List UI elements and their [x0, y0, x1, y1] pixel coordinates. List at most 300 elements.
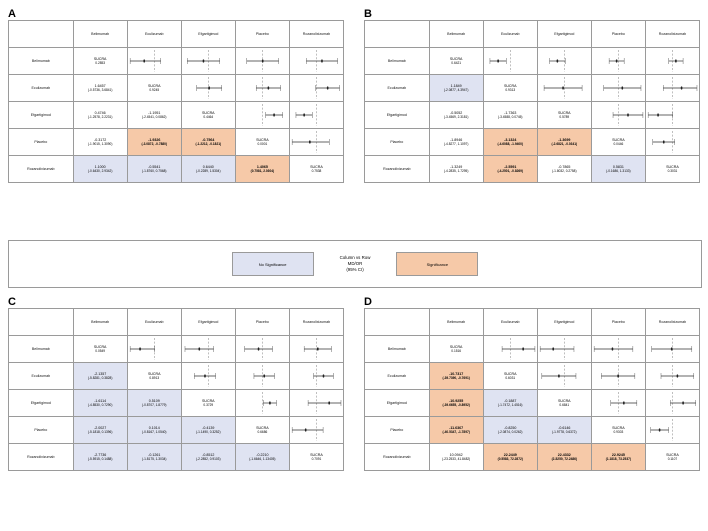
- effect-estimate-value: 1.4065: [256, 164, 268, 169]
- effect-estimate-cell: [127, 156, 181, 183]
- effect-estimate-cell: [73, 156, 127, 183]
- sucra-label: SUCRA: [147, 83, 161, 88]
- forest-plot-cell: [289, 48, 343, 75]
- effect-estimate-value: -0.5052: [450, 110, 463, 115]
- effect-estimate-cell: [429, 75, 483, 102]
- effect-estimate-value: 0.6440: [202, 164, 214, 169]
- confidence-interval: (-1.8175, 1.3034): [142, 457, 167, 462]
- row-header: Efgartigimod: [365, 102, 430, 129]
- effect-estimate-value: -1.6114: [94, 398, 107, 403]
- row-header: Eculizumab: [365, 75, 430, 102]
- confidence-interval: (-4.8277, 1.1097): [443, 142, 469, 147]
- effect-estimate-value: -1.9326: [148, 137, 161, 142]
- sucra-cell: [73, 48, 127, 75]
- legend-caption-line1: Column vs Row: [339, 255, 371, 261]
- confidence-interval: (-2.6821, -0.0341): [551, 142, 578, 147]
- effect-estimate-cell: [483, 417, 537, 444]
- table-row: [365, 48, 700, 75]
- table-row: [9, 48, 344, 75]
- column-header: Eculizumab: [483, 309, 537, 336]
- effect-estimate-cell: [429, 417, 483, 444]
- effect-estimate-value: -0.8250: [504, 425, 517, 430]
- sucra-label: SUCRA: [256, 425, 269, 430]
- effect-estimate-value: -2.0027: [94, 425, 107, 430]
- effect-estimate-value: -0.2210: [256, 452, 269, 457]
- effect-estimate-value: -0.3172: [94, 137, 107, 142]
- table-row: [365, 336, 700, 363]
- effect-estimate-value: -1.3249: [450, 164, 463, 169]
- row-header: Placebo: [365, 417, 430, 444]
- confidence-interval: (-1.8760, 0.7568): [142, 169, 167, 174]
- panel-label-a: A: [8, 8, 16, 20]
- effect-estimate-value: 0.5109: [148, 398, 160, 403]
- column-header: Rozanolixizumab: [645, 21, 699, 48]
- confidence-interval: (-0.8167, 1.0540): [142, 430, 167, 435]
- forest-plot-cell: [645, 102, 699, 129]
- effect-estimate-cell: [235, 156, 289, 183]
- forest-plot-cell: [235, 363, 289, 390]
- confidence-interval: (-1.8032, 0.2758): [552, 169, 577, 174]
- confidence-interval: (-4.2835, 1.7295): [443, 169, 469, 174]
- sucra-value: 0.2853: [95, 61, 106, 66]
- effect-estimate-value: -10.7317: [449, 371, 464, 376]
- confidence-interval: (-5.8281, 0.3828): [87, 376, 113, 381]
- confidence-interval: (-4.2501, -0.8269): [497, 169, 523, 174]
- table-corner-cell: [9, 21, 74, 48]
- row-header: Belimumab: [365, 48, 430, 75]
- row-header: Efgartigimod: [9, 102, 74, 129]
- effect-estimate-cell: [73, 363, 127, 390]
- league-table-panel-a: [8, 8, 344, 183]
- column-header: Placebo: [591, 309, 645, 336]
- effect-estimate-cell: [181, 129, 235, 156]
- confidence-interval: (-1.6646, 1.13405): [249, 457, 276, 462]
- table-header-row: [365, 309, 700, 336]
- sucra-label: SUCRA: [558, 398, 571, 403]
- row-header: Belimumab: [9, 336, 74, 363]
- sucra-value: 0.9245: [149, 88, 160, 93]
- sucra-cell: [181, 102, 235, 129]
- effect-estimate-cell: [127, 444, 181, 471]
- forest-plot-cell: [235, 75, 289, 102]
- effect-estimate-value: -0.6146: [558, 425, 571, 430]
- table-row: [365, 129, 700, 156]
- effect-estimate-cell: [591, 444, 645, 471]
- row-header: Placebo: [365, 129, 430, 156]
- forest-plot-cell: [483, 48, 537, 75]
- table-header-row: [365, 21, 700, 48]
- forest-plot-cell: [483, 336, 537, 363]
- confidence-interval: (-5.5915, 0.1488): [87, 457, 113, 462]
- confidence-interval: (-3.4569, 2.3181): [443, 115, 469, 120]
- forest-plot-cell: [537, 363, 591, 390]
- column-header: Efgartigimod: [537, 21, 591, 48]
- sucra-label: SUCRA: [93, 344, 107, 349]
- legend-no-significance-label: No Significance: [258, 261, 287, 267]
- sucra-value: 0.1516: [451, 349, 462, 354]
- table-row: [9, 444, 344, 471]
- row-header: Placebo: [9, 417, 74, 444]
- effect-estimate-value: -0.4139: [202, 425, 215, 430]
- forest-plot-cell: [181, 48, 235, 75]
- forest-plot-cell: [645, 48, 699, 75]
- sucra-cell: [645, 444, 699, 471]
- sucra-cell: [429, 48, 483, 75]
- effect-estimate-value: 1.6457: [94, 83, 106, 88]
- effect-estimate-value: 0.5831: [612, 164, 624, 169]
- confidence-interval: (-5.1818, 0.1396): [87, 430, 113, 435]
- sucra-cell: [73, 336, 127, 363]
- forest-plot-cell: [127, 48, 181, 75]
- sucra-value: 0.8913: [149, 376, 160, 381]
- effect-estimate-cell: [483, 102, 537, 129]
- table-row: [365, 363, 700, 390]
- table-header-row: [9, 309, 344, 336]
- effect-estimate-value: -0.8512: [202, 452, 215, 457]
- effect-estimate-value: -2.7736: [94, 452, 107, 457]
- column-header: Belimumab: [429, 309, 483, 336]
- sucra-value: 0.1107: [667, 457, 678, 462]
- confidence-interval: (-1.1490, 0.3252): [196, 430, 221, 435]
- column-header: Placebo: [235, 21, 289, 48]
- forest-plot-cell: [537, 336, 591, 363]
- row-header: Rozanolixizumab: [9, 444, 74, 471]
- table-row: [365, 417, 700, 444]
- effect-estimate-cell: [429, 156, 483, 183]
- forest-plot-cell: [645, 336, 699, 363]
- legend-caption-line2: MD/OR: [347, 261, 363, 267]
- effect-estimate-value: -2.5591: [504, 164, 517, 169]
- effect-estimate-value: -10.9255: [449, 398, 464, 403]
- forest-plot-cell: [591, 390, 645, 417]
- forest-plot-cell: [645, 417, 699, 444]
- column-header: Rozanolixizumab: [645, 309, 699, 336]
- effect-estimate-cell: [483, 444, 537, 471]
- forest-plot-cell: [289, 363, 343, 390]
- table-row: [365, 390, 700, 417]
- effect-estimate-cell: [181, 444, 235, 471]
- forest-plot-cell: [289, 336, 343, 363]
- sucra-cell: [591, 129, 645, 156]
- effect-estimate-cell: [537, 417, 591, 444]
- confidence-interval: (-4.6088, -1.9400): [497, 142, 523, 147]
- legend-significance-swatch: [396, 252, 478, 276]
- column-header: Belimumab: [73, 21, 127, 48]
- effect-estimate-value: -0.1261: [148, 452, 161, 457]
- row-header: Eculizumab: [365, 363, 430, 390]
- confidence-interval: (-23.2533, 41.8482): [442, 457, 471, 462]
- forest-plot-cell: [181, 363, 235, 390]
- sucra-label: SUCRA: [202, 110, 215, 115]
- effect-estimate-cell: [429, 363, 483, 390]
- forest-plot-cell: [537, 75, 591, 102]
- effect-estimate-cell: [537, 156, 591, 183]
- forest-plot-cell: [645, 75, 699, 102]
- confidence-interval: (-39.6655, -0.8952): [442, 403, 470, 408]
- effect-estimate-value: -0.7865: [558, 164, 571, 169]
- table-row: [9, 336, 344, 363]
- confidence-interval: (-2.4541, 0.0862): [142, 115, 167, 120]
- forest-plot-cell: [181, 336, 235, 363]
- sucra-label: SUCRA: [93, 56, 107, 61]
- forest-plot-cell: [591, 363, 645, 390]
- row-header: Eculizumab: [9, 363, 74, 390]
- effect-estimate-value: -0.1887: [504, 398, 517, 403]
- forest-plot-cell: [289, 102, 343, 129]
- legend-significance-label: Significance: [426, 261, 449, 267]
- row-header: Belimumab: [365, 336, 430, 363]
- table-row: [9, 129, 344, 156]
- confidence-interval: (-2.0874, 0.0262): [498, 430, 523, 435]
- effect-estimate-value: -1.1951: [148, 110, 161, 115]
- effect-estimate-cell: [73, 129, 127, 156]
- table-row: [9, 363, 344, 390]
- effect-estimate-value: 0.1014: [148, 425, 160, 430]
- row-header: Belimumab: [9, 48, 74, 75]
- forest-plot-cell: [289, 75, 343, 102]
- league-table-panel-d: [364, 296, 700, 471]
- effect-estimate-cell: [127, 390, 181, 417]
- column-header: Placebo: [591, 21, 645, 48]
- row-header: Efgartigimod: [365, 390, 430, 417]
- panel-label-c: C: [8, 296, 16, 308]
- confidence-interval: (0.5583, 72.2872): [497, 457, 523, 462]
- sucra-label: SUCRA: [256, 137, 269, 142]
- row-header: Rozanolixizumab: [365, 156, 430, 183]
- effect-estimate-value: 1.1000: [94, 164, 106, 169]
- column-header: Eculizumab: [483, 21, 537, 48]
- sucra-value: 0.9313: [505, 88, 516, 93]
- sucra-label: SUCRA: [202, 398, 215, 403]
- sucra-value: 0.0549: [95, 349, 106, 354]
- effect-estimate-value: -11.6367: [449, 425, 464, 430]
- forest-plot-cell: [645, 363, 699, 390]
- table-row: [365, 102, 700, 129]
- table-row: [365, 156, 700, 183]
- league-table-panel-c: [8, 296, 344, 471]
- confidence-interval: (-3.4588, 0.0745): [498, 115, 523, 120]
- league-table: [364, 20, 700, 183]
- sucra-value: 0.0446: [613, 142, 624, 147]
- table-row: [9, 390, 344, 417]
- sucra-value: 0.7091: [311, 457, 322, 462]
- effect-estimate-cell: [235, 444, 289, 471]
- row-header: Eculizumab: [9, 75, 74, 102]
- sucra-label: SUCRA: [503, 83, 517, 88]
- effect-estimate-cell: [483, 129, 537, 156]
- effect-estimate-cell: [127, 417, 181, 444]
- row-header: Rozanolixizumab: [9, 156, 74, 183]
- sucra-label: SUCRA: [612, 425, 625, 430]
- forest-plot-cell: [235, 48, 289, 75]
- sucra-label: SUCRA: [310, 452, 323, 457]
- legend-no-significance-swatch: [232, 252, 314, 276]
- sucra-label: SUCRA: [666, 452, 679, 457]
- sucra-value: 0.6421: [451, 61, 462, 66]
- sucra-value: 0.7538: [311, 169, 322, 174]
- effect-estimate-cell: [591, 156, 645, 183]
- confidence-interval: (-0.1686, 1.3133): [606, 169, 631, 174]
- sucra-cell: [181, 390, 235, 417]
- sucra-cell: [537, 390, 591, 417]
- column-header: Eculizumab: [127, 309, 181, 336]
- league-table-panel-b: [364, 8, 700, 183]
- confidence-interval: (-1.9015, 1.3090): [87, 142, 113, 147]
- legend-center-caption: [340, 255, 371, 273]
- effect-estimate-cell: [127, 102, 181, 129]
- confidence-interval: (-1.7472, 1.4516): [498, 403, 523, 408]
- effect-estimate-cell: [483, 390, 537, 417]
- table-row: [9, 156, 344, 183]
- effect-estimate-cell: [73, 444, 127, 471]
- confidence-interval: (-0.8707, 1.8779): [142, 403, 167, 408]
- sucra-cell: [645, 156, 699, 183]
- confidence-interval: (-2.2852, 0.9103): [196, 457, 221, 462]
- legend: [8, 240, 702, 288]
- sucra-value: 0.4464: [203, 115, 214, 120]
- confidence-interval: (-4.8530, 0.7290): [87, 403, 113, 408]
- effect-estimate-cell: [429, 390, 483, 417]
- column-header: Efgartigimod: [181, 309, 235, 336]
- sucra-cell: [483, 363, 537, 390]
- effect-estimate-value: 22.2449: [503, 452, 517, 457]
- league-table: [364, 308, 700, 471]
- forest-plot-cell: [181, 75, 235, 102]
- column-header: Efgartigimod: [537, 309, 591, 336]
- league-table: [8, 20, 344, 183]
- confidence-interval: (-39.7390, -0.7691): [442, 376, 470, 381]
- confidence-interval: (-40.5347, -1.7897): [442, 430, 470, 435]
- column-header: Belimumab: [73, 309, 127, 336]
- confidence-interval: (-2.0877, 4.3947): [443, 88, 469, 93]
- row-header: Rozanolixizumab: [365, 444, 430, 471]
- sucra-label: SUCRA: [558, 110, 571, 115]
- forest-plot-cell: [235, 336, 289, 363]
- forest-plot-cell: [235, 390, 289, 417]
- sucra-value: 0.6841: [559, 403, 570, 408]
- sucra-value: 0.3031: [667, 169, 678, 174]
- effect-estimate-value: -2.1357: [94, 371, 107, 376]
- effect-estimate-cell: [73, 102, 127, 129]
- confidence-interval: (-0.5736, 3.6841): [87, 88, 113, 93]
- effect-estimate-cell: [181, 417, 235, 444]
- sucra-cell: [127, 75, 181, 102]
- sucra-label: SUCRA: [310, 164, 323, 169]
- sucra-cell: [289, 444, 343, 471]
- panel-label-d: D: [364, 296, 372, 308]
- sucra-cell: [591, 417, 645, 444]
- forest-plot-cell: [591, 48, 645, 75]
- forest-plot-cell: [235, 102, 289, 129]
- sucra-label: SUCRA: [503, 371, 517, 376]
- effect-estimate-value: 22.4332: [557, 452, 571, 457]
- forest-plot-cell: [289, 417, 343, 444]
- forest-plot-cell: [289, 129, 343, 156]
- row-header: Placebo: [9, 129, 74, 156]
- sucra-cell: [127, 363, 181, 390]
- table-corner-cell: [365, 21, 430, 48]
- forest-plot-cell: [127, 336, 181, 363]
- effect-estimate-cell: [537, 129, 591, 156]
- effect-estimate-value: -1.7363: [504, 110, 517, 115]
- effect-estimate-cell: [429, 444, 483, 471]
- confidence-interval: (1.1818, 73.2537): [605, 457, 631, 462]
- sucra-value: 0.9303: [613, 430, 624, 435]
- confidence-interval: (-0.6430, 2.9342): [87, 169, 113, 174]
- effect-estimate-cell: [127, 129, 181, 156]
- sucra-value: 0.5789: [559, 115, 570, 120]
- sucra-cell: [289, 156, 343, 183]
- column-header: Efgartigimod: [181, 21, 235, 48]
- effect-estimate-value: -0.5541: [148, 164, 161, 169]
- table-row: [9, 417, 344, 444]
- table-corner-cell: [365, 309, 430, 336]
- column-header: Placebo: [235, 309, 289, 336]
- confidence-interval: (-1.9778, 0.6372): [552, 430, 577, 435]
- confidence-interval: (0.7581, 2.0304): [250, 169, 275, 174]
- forest-plot-cell: [591, 336, 645, 363]
- sucra-cell: [235, 417, 289, 444]
- sucra-label: SUCRA: [147, 371, 161, 376]
- sucra-label: SUCRA: [449, 344, 463, 349]
- table-row: [365, 75, 700, 102]
- table-corner-cell: [9, 309, 74, 336]
- effect-estimate-cell: [181, 156, 235, 183]
- forest-plot-cell: [591, 75, 645, 102]
- panel-label-b: B: [364, 8, 372, 20]
- sucra-cell: [235, 129, 289, 156]
- sucra-value: 0.6686: [257, 430, 268, 435]
- league-table: [8, 308, 344, 471]
- effect-estimate-value: -3.1324: [504, 137, 517, 142]
- forest-plot-cell: [289, 390, 343, 417]
- table-header-row: [9, 21, 344, 48]
- effect-estimate-cell: [73, 390, 127, 417]
- legend-caption-line3: (95% CI): [346, 266, 364, 272]
- forest-plot-cell: [645, 129, 699, 156]
- sucra-label: SUCRA: [612, 137, 625, 142]
- column-header: Rozanolixizumab: [289, 309, 343, 336]
- effect-estimate-value: -1.8946: [450, 137, 463, 142]
- effect-estimate-value: 22.9245: [611, 452, 625, 457]
- table-row: [9, 102, 344, 129]
- sucra-label: SUCRA: [666, 164, 679, 169]
- sucra-cell: [429, 336, 483, 363]
- sucra-value: 0.3729: [203, 403, 214, 408]
- table-row: [365, 444, 700, 471]
- effect-estimate-value: 1.1849: [450, 83, 462, 88]
- effect-estimate-value: -1.3699: [558, 137, 571, 142]
- forest-plot-cell: [645, 390, 699, 417]
- effect-estimate-value: 0.4746: [94, 110, 106, 115]
- confidence-interval: (-3.0872, -0.7880): [141, 142, 167, 147]
- sucra-cell: [483, 75, 537, 102]
- row-header: Efgartigimod: [9, 390, 74, 417]
- column-header: Eculizumab: [127, 21, 181, 48]
- confidence-interval: (-0.2289, 1.5304): [196, 169, 221, 174]
- confidence-interval: (2-5250, 72.2486): [551, 457, 577, 462]
- forest-plot-cell: [537, 48, 591, 75]
- effect-estimate-cell: [73, 417, 127, 444]
- effect-estimate-cell: [429, 102, 483, 129]
- effect-estimate-cell: [73, 75, 127, 102]
- sucra-cell: [537, 102, 591, 129]
- effect-estimate-value: -0.7564: [202, 137, 215, 142]
- sucra-value: 0.6031: [505, 376, 516, 381]
- effect-estimate-cell: [429, 129, 483, 156]
- effect-estimate-cell: [483, 156, 537, 183]
- forest-plot-cell: [591, 102, 645, 129]
